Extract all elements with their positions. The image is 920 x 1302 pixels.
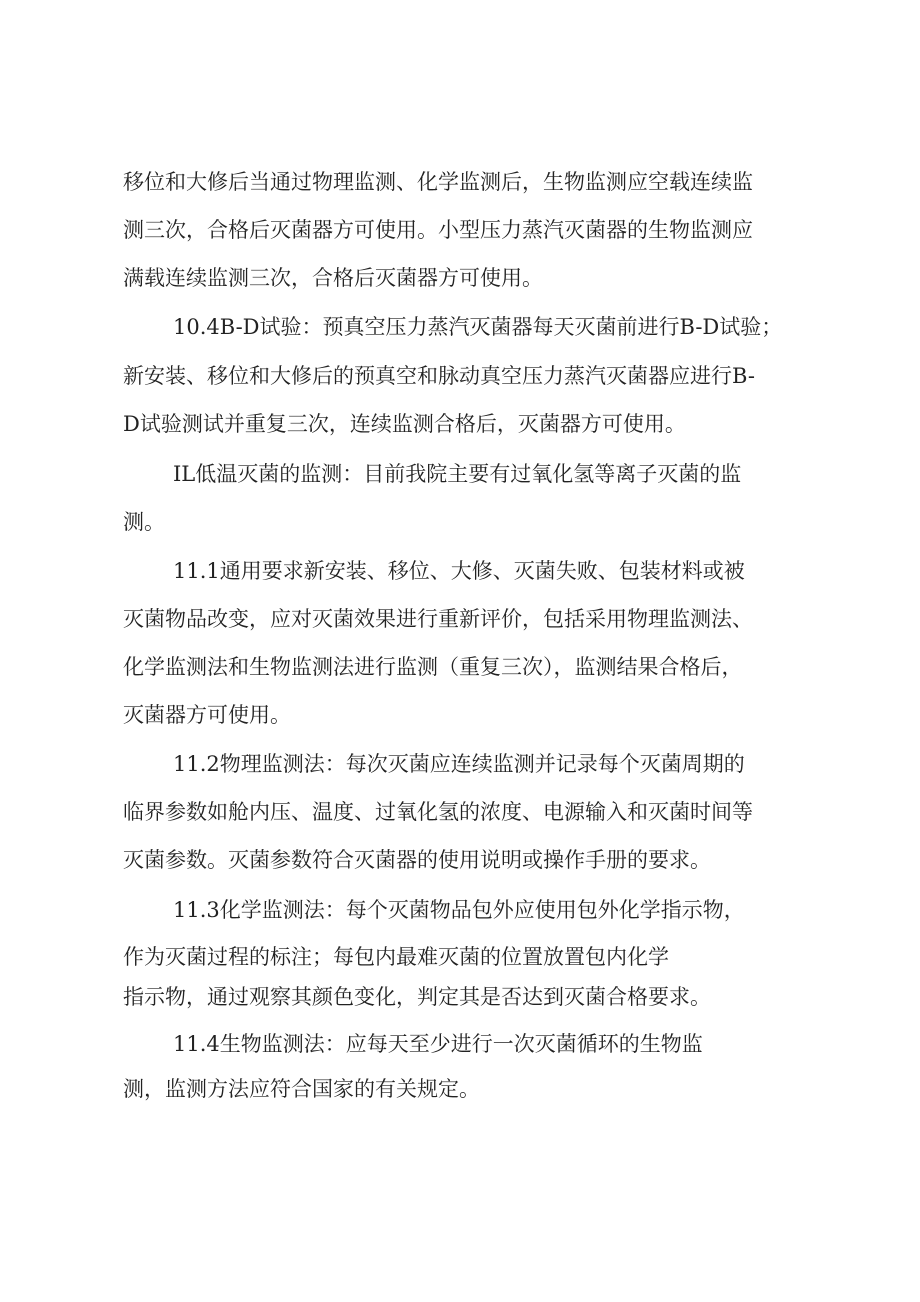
text-line: 测，监测方法应符合国家的有关规定。 [123, 1077, 480, 1101]
text-line: IL低温灭菌的监测：目前我院主要有过氧化氢等离子灭菌的监 [173, 462, 742, 486]
text-line: 11.4生物监测法：应每天至少进行一次灭菌循环的生物监 [173, 1032, 703, 1056]
text-line: 临界参数如舱内压、温度、过氧化氢的浓度、电源输入和灭菌时间等 [123, 800, 753, 824]
text-line: 化学监测法和生物监测法进行监测（重复三次），监测结果合格后， [123, 655, 743, 679]
text-line: 10.4B-D试验：预真空压力蒸汽灭菌器每天灭菌前进行B-D试验； [173, 315, 783, 339]
text-line: 11.2物理监测法：每次灭菌应连续监测并记录每个灭菌周期的 [173, 752, 745, 776]
text-line: 灭菌参数。灭菌参数符合灭菌器的使用说明或操作手册的要求。 [123, 848, 711, 872]
text-line: 新安装、移位和大修后的预真空和脉动真空压力蒸汽灭菌器应进行B- [123, 364, 755, 388]
text-line: 11.3化学监测法：每个灭菌物品包外应使用包外化学指示物， [173, 898, 745, 922]
text-line: D试验测试并重复三次，连续监测合格后，灭菌器方可使用。 [123, 412, 686, 436]
text-line: 灭菌物品改变，应对灭菌效果进行重新评价，包括采用物理监测法、 [123, 607, 753, 631]
text-line: 指示物，通过观察其颜色变化，判定其是否达到灭菌合格要求。 [123, 985, 711, 1009]
text-line: 11.1通用要求新安装、移位、大修、灭菌失败、包装材料或被 [173, 559, 745, 583]
text-line: 作为灭菌过程的标注；每包内最难灭菌的位置放置包内化学 [123, 945, 669, 969]
text-line: 满载连续监测三次，合格后灭菌器方可使用。 [123, 266, 543, 290]
text-line: 测三次，合格后灭菌器方可使用。小型压力蒸汽灭菌器的生物监测应 [123, 218, 753, 242]
text-line: 移位和大修后当通过物理监测、化学监测后，生物监测应空载连续监 [123, 170, 753, 194]
text-line: 测。 [123, 510, 165, 534]
text-line: 灭菌器方可使用。 [123, 703, 291, 727]
